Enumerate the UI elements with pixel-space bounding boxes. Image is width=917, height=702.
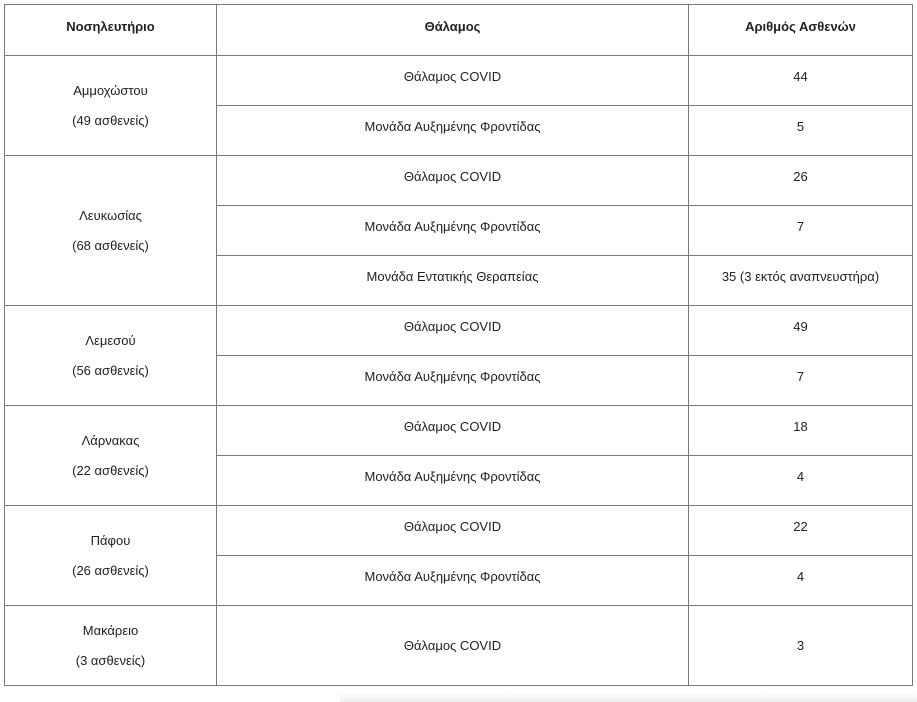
hospital-cell — [5, 506, 217, 606]
patients-table — [4, 4, 913, 686]
hospital-name: Πάφου — [90, 532, 131, 548]
hospital-total: (56 ασθενείς) — [72, 362, 149, 378]
hospital-name: Λεμεσού — [85, 332, 136, 348]
count-cell: 7 — [689, 356, 913, 406]
header-ward: Θάλαμος — [217, 5, 689, 56]
count-cell: 35 (3 εκτός αναπνευστήρα) — [689, 256, 913, 306]
hospital-name: Λευκωσίας — [79, 207, 142, 223]
ward-cell: Θάλαμος COVID — [217, 306, 689, 356]
ward-cell: Μονάδα Αυξημένης Φροντίδας — [217, 206, 689, 256]
count-cell: 3 — [689, 606, 913, 686]
hospital-total: (3 ασθενείς) — [75, 652, 146, 668]
header-patient-count: Αριθμός Ασθενών — [689, 5, 913, 56]
hospital-cell — [5, 56, 217, 156]
count-cell: 26 — [689, 156, 913, 206]
count-cell: 4 — [689, 456, 913, 506]
hospital-cell — [5, 606, 217, 686]
hospital-cell — [5, 156, 217, 306]
hospital-total: (26 ασθενείς) — [72, 562, 149, 578]
hospital-name: Αμμοχώστου — [73, 82, 148, 98]
table-row — [5, 506, 913, 556]
ward-cell: Θάλαμος COVID — [217, 606, 689, 686]
ward-cell: Θάλαμος COVID — [217, 156, 689, 206]
hospital-cell — [5, 406, 217, 506]
table-row — [5, 156, 913, 206]
count-cell: 18 — [689, 406, 913, 456]
count-cell: 7 — [689, 206, 913, 256]
hospital-cell — [5, 306, 217, 406]
table-row — [5, 306, 913, 356]
table-row — [5, 56, 913, 106]
ward-cell: Θάλαμος COVID — [217, 406, 689, 456]
bottom-shadow — [340, 692, 917, 702]
count-cell: 5 — [689, 106, 913, 156]
hospital-total: (68 ασθενείς) — [72, 237, 149, 253]
header-row — [5, 5, 913, 56]
hospital-name: Μακάρειο — [82, 622, 139, 638]
ward-cell: Μονάδα Αυξημένης Φροντίδας — [217, 356, 689, 406]
count-cell: 4 — [689, 556, 913, 606]
count-cell: 22 — [689, 506, 913, 556]
ward-cell: Μονάδα Αυξημένης Φροντίδας — [217, 556, 689, 606]
ward-cell: Θάλαμος COVID — [217, 506, 689, 556]
table-row — [5, 606, 913, 686]
ward-cell: Μονάδα Αυξημένης Φροντίδας — [217, 106, 689, 156]
ward-cell: Μονάδα Αυξημένης Φροντίδας — [217, 456, 689, 506]
hospital-total: (49 ασθενείς) — [72, 112, 149, 128]
hospital-total: (22 ασθενείς) — [72, 462, 149, 478]
ward-cell: Μονάδα Εντατικής Θεραπείας — [217, 256, 689, 306]
table-row — [5, 406, 913, 456]
count-cell: 49 — [689, 306, 913, 356]
count-cell: 44 — [689, 56, 913, 106]
header-hospital: Νοσηλευτήριο — [5, 5, 217, 56]
hospital-name: Λάρνακας — [81, 432, 140, 448]
ward-cell: Θάλαμος COVID — [217, 56, 689, 106]
